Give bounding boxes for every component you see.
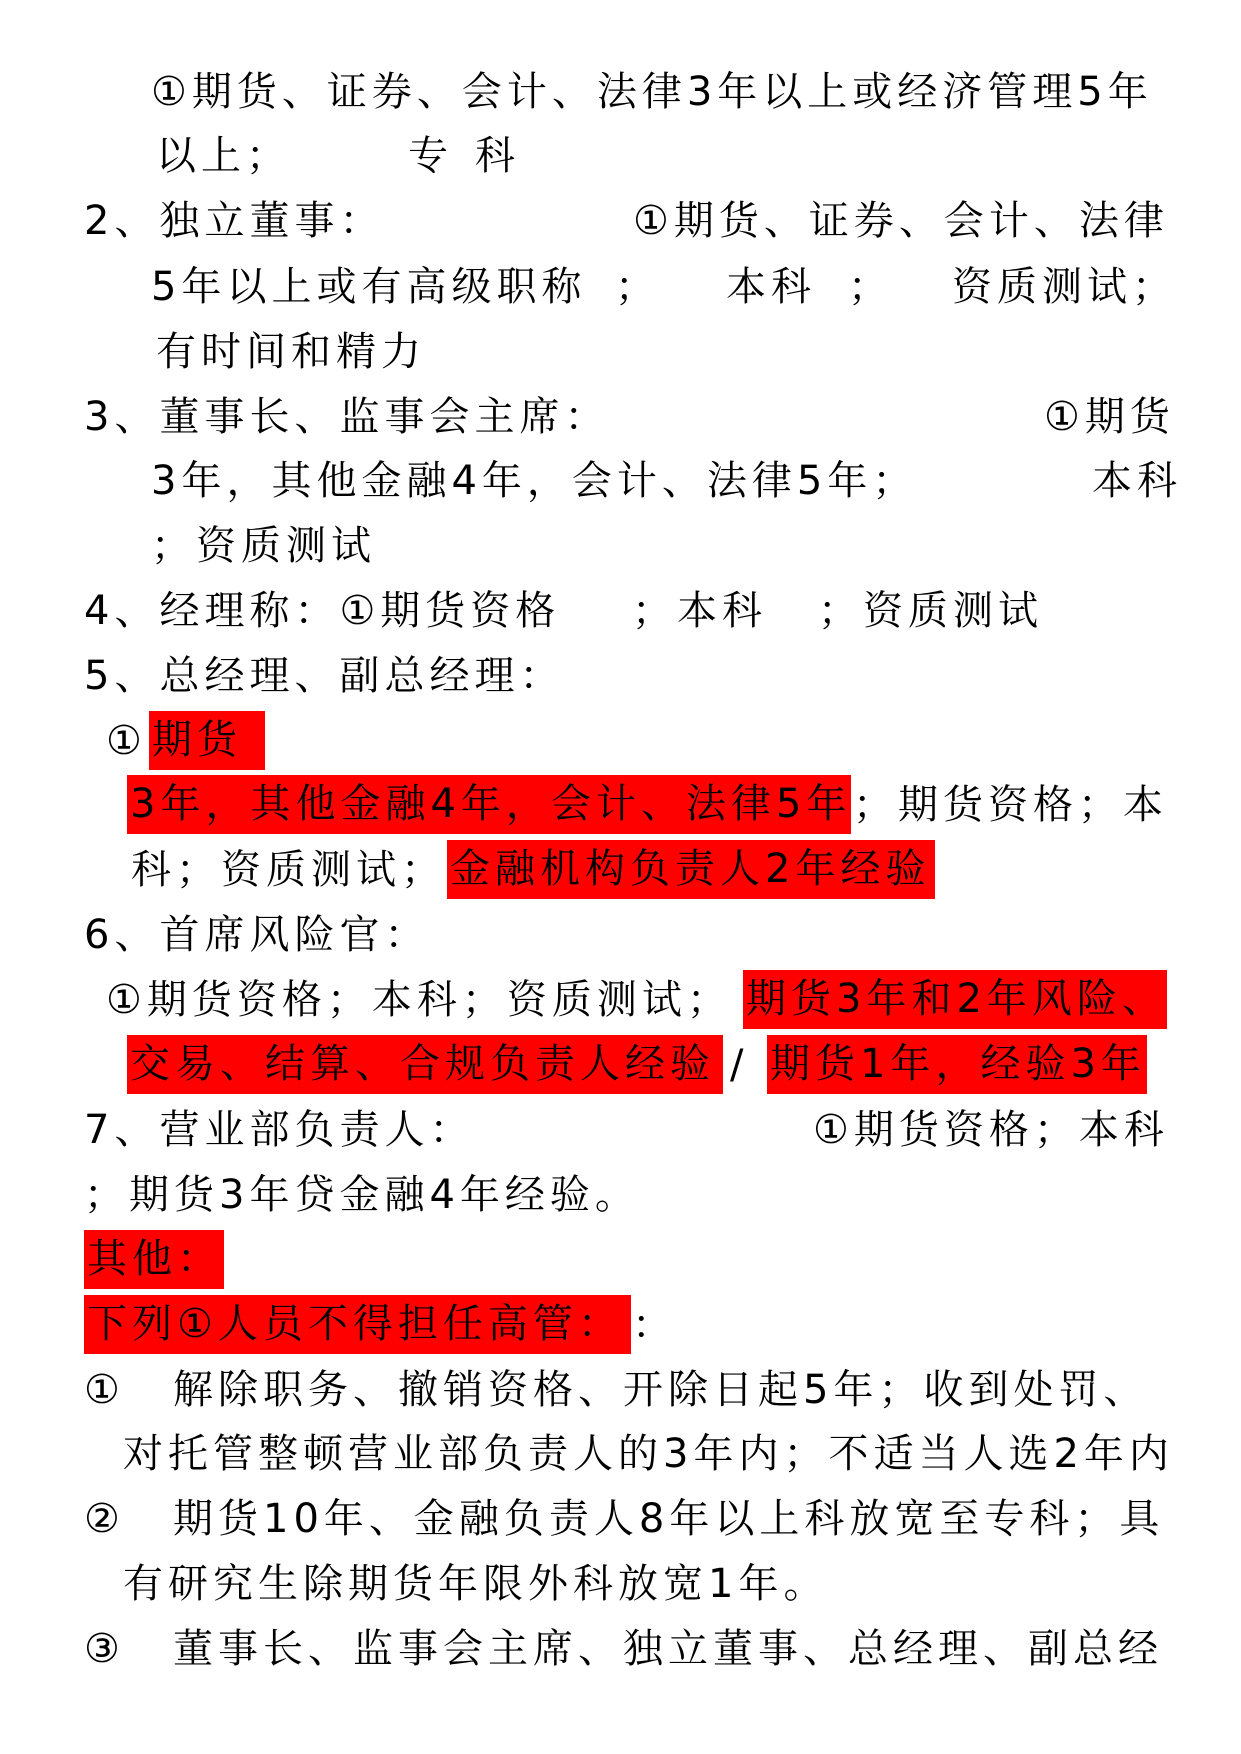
item6-highlight-1: 期货3年和2年风险、 [743, 970, 1167, 1029]
intro-line-2: 以上； [156, 133, 291, 179]
item2-heading: 2、独立董事： [84, 198, 385, 244]
item4-test: ；资质测试 [818, 588, 1043, 634]
item3-line-2: 3年，其他金融4年，会计、法律5年； [151, 458, 918, 504]
other-subheading: 下列①人员不得担任高管： [84, 1295, 631, 1354]
other-item-3-marker: ③ [84, 1626, 125, 1672]
item3-requirement-1: ①期货 [1044, 394, 1175, 440]
item2-separator-1: ； [615, 264, 660, 310]
item2-requirement-1: ①期货、证券、会计、法律 [633, 198, 1169, 244]
item3-degree: 本科 [1092, 458, 1182, 504]
item3-heading: 3、董事长、监事会主席： [84, 394, 610, 440]
intro-degree-char-2: 科 [475, 133, 520, 179]
other-subheading-tail: ： [632, 1302, 677, 1348]
item2-separator-2: ； [848, 264, 893, 310]
item7-heading: 7、营业部负责人： [84, 1107, 475, 1153]
item4-heading: 4、经理称：①期货资格 [84, 588, 561, 634]
item3-line-3: ；资质测试 [151, 523, 376, 569]
item5-marker: ① [106, 718, 147, 764]
other-heading: 其他： [84, 1230, 224, 1289]
intro-line-1: ①期货、证券、会计、法律3年以上或经济管理5年 [151, 69, 1153, 115]
item6-highlight-2: 交易、结算、合规负责人经验 [127, 1035, 723, 1094]
item6-slash: / [730, 1042, 749, 1088]
item2-degree: 本科 [726, 264, 816, 310]
other-item-1-line-1: 解除职务、撤销资格、开除日起5年；收到处罚、 [173, 1367, 1149, 1413]
other-item-2-line-1: 期货10年、金融负责人8年以上科放宽至专科；具 [173, 1496, 1165, 1542]
item5-highlight-3: 金融机构负责人2年经验 [447, 840, 935, 899]
item6-heading: 6、首席风险官： [84, 912, 430, 958]
item6-line-1: ①期货资格；本科；资质测试； [106, 977, 732, 1023]
item2-line-3: 有时间和精力 [156, 329, 426, 375]
other-item-3-line-1: 董事长、监事会主席、独立董事、总经理、副总经 [173, 1626, 1163, 1672]
other-item-1-marker: ① [84, 1367, 125, 1413]
item5-line-2-rest: ；期货资格；本 [853, 782, 1168, 828]
item5-highlight-2: 3年，其他金融4年，会计、法律5年 [127, 775, 851, 834]
item5-highlight-1: 期货 [149, 711, 265, 770]
other-item-1-line-2: 对托管整顿营业部负责人的3年内；不适当人选2年内 [123, 1431, 1174, 1477]
item5-line-3: 科；资质测试； [131, 847, 446, 893]
item7-requirement-1: ①期货资格；本科 [813, 1107, 1169, 1153]
item4-degree: ；本科 [632, 588, 767, 634]
other-item-2-marker: ② [84, 1496, 125, 1542]
item2-test: 资质测试； [952, 264, 1177, 310]
other-item-2-line-2: 有研究生除期货年限外科放宽1年。 [123, 1561, 829, 1607]
item7-line-2: ；期货3年贷金融4年经验。 [84, 1172, 640, 1218]
item2-line-2: 5年以上或有高级职称 [151, 264, 587, 310]
intro-degree-char-1: 专 [408, 133, 453, 179]
item6-highlight-3: 期货1年，经验3年 [767, 1035, 1147, 1094]
item5-heading: 5、总经理、副总经理： [84, 653, 565, 699]
